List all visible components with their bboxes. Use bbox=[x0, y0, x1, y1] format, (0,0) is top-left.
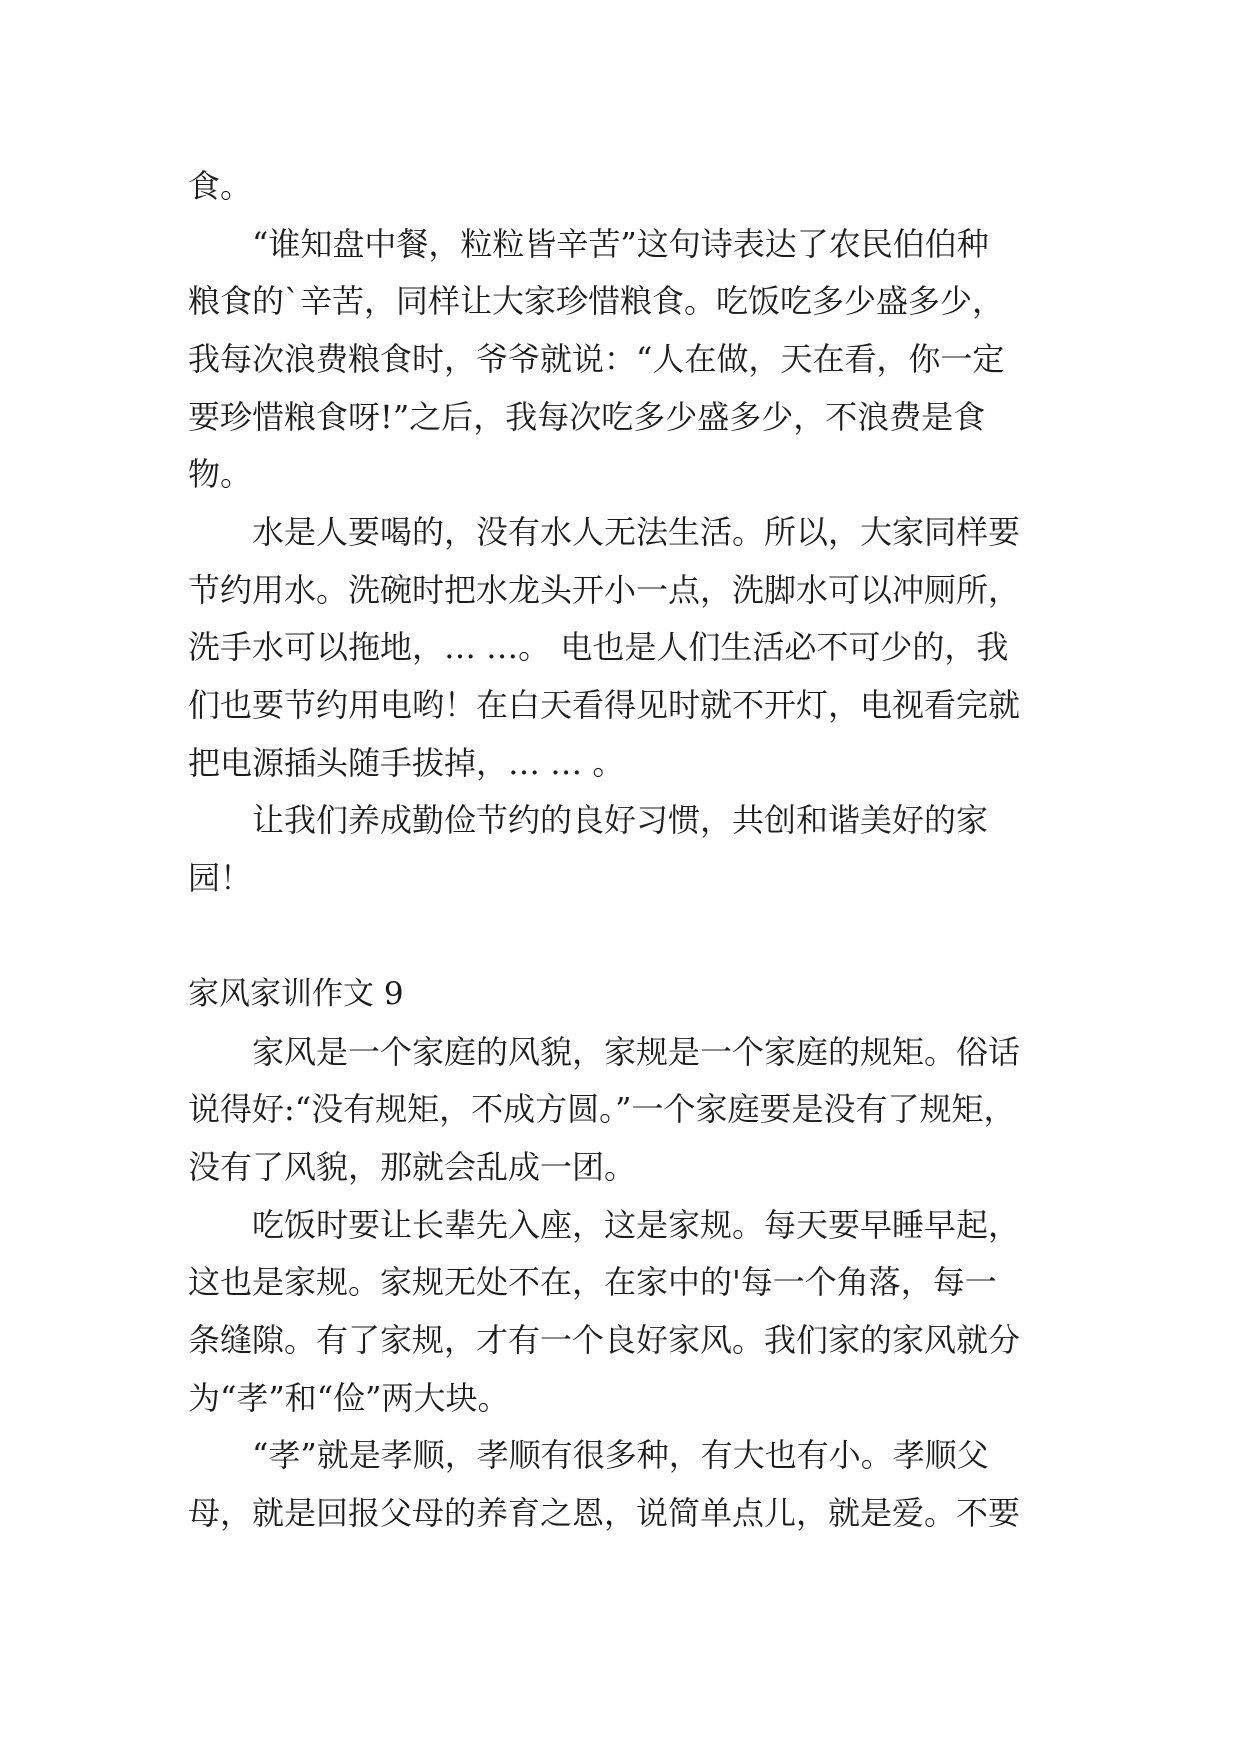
text-line: 说得好:“没有规矩，不成方圆。”一个家庭要是没有了规矩， bbox=[188, 1090, 1016, 1128]
text-line: 这也是家规。家规无处不在，在家中的'每一个角落，每一 bbox=[188, 1263, 997, 1301]
text-line: “谁知盘中餐，粒粒皆辛苦”这句诗表达了农民伯伯种 bbox=[252, 225, 989, 263]
text-line: 洗手水可以拖地，… …。 电也是人们生活必不可少的，我 bbox=[188, 628, 1009, 666]
text-line: 家风是一个家庭的风貌，家规是一个家庭的规矩。俗话 bbox=[252, 1033, 1021, 1071]
text-line: 物。 bbox=[188, 455, 253, 493]
text-line: 水是人要喝的，没有水人无法生活。所以，大家同样要 bbox=[252, 513, 1021, 551]
text-line: 食。 bbox=[188, 167, 253, 205]
text-line: 让我们养成勤俭节约的良好习惯，共创和谐美好的家 bbox=[252, 801, 989, 839]
text-line: 没有了风貌，那就会乱成一团。 bbox=[188, 1148, 637, 1186]
text-line: 要珍惜粮食呀!”之后，我每次吃多少盛多少，不浪费是食 bbox=[188, 398, 986, 436]
text-line: 条缝隙。有了家规，才有一个良好家风。我们家的家风就分 bbox=[188, 1321, 1021, 1359]
text-line: 为“孝”和“俭”两大块。 bbox=[188, 1379, 510, 1417]
text-line: 粮食的`辛苦，同样让大家珍惜粮食。吃饭吃多少盛多少， bbox=[188, 282, 1005, 320]
text-line: 园！ bbox=[188, 859, 253, 897]
text-line: 把电源插头随手拔掉，… … 。 bbox=[188, 744, 625, 782]
text-line: 节约用水。洗碗时把水龙头开小一点，洗脚水可以冲厕所， bbox=[188, 571, 1021, 609]
text-line: “孝”就是孝顺，孝顺有很多种，有大也有小。孝顺父 bbox=[252, 1436, 989, 1474]
text-line: 母，就是回报父母的养育之恩，说简单点儿，就是爱。不要 bbox=[188, 1494, 1021, 1532]
text-line: 们也要节约用电哟！在白天看得见时就不开灯，电视看完就 bbox=[188, 686, 1021, 724]
text-line: 吃饭时要让长辈先入座，这是家规。每天要早睡早起， bbox=[252, 1206, 1021, 1244]
text-line: 我每次浪费粮食时，爷爷就说：“人在做，天在看，你一定 bbox=[188, 340, 1005, 378]
section-heading: 家风家训作文 9 bbox=[188, 976, 404, 1012]
